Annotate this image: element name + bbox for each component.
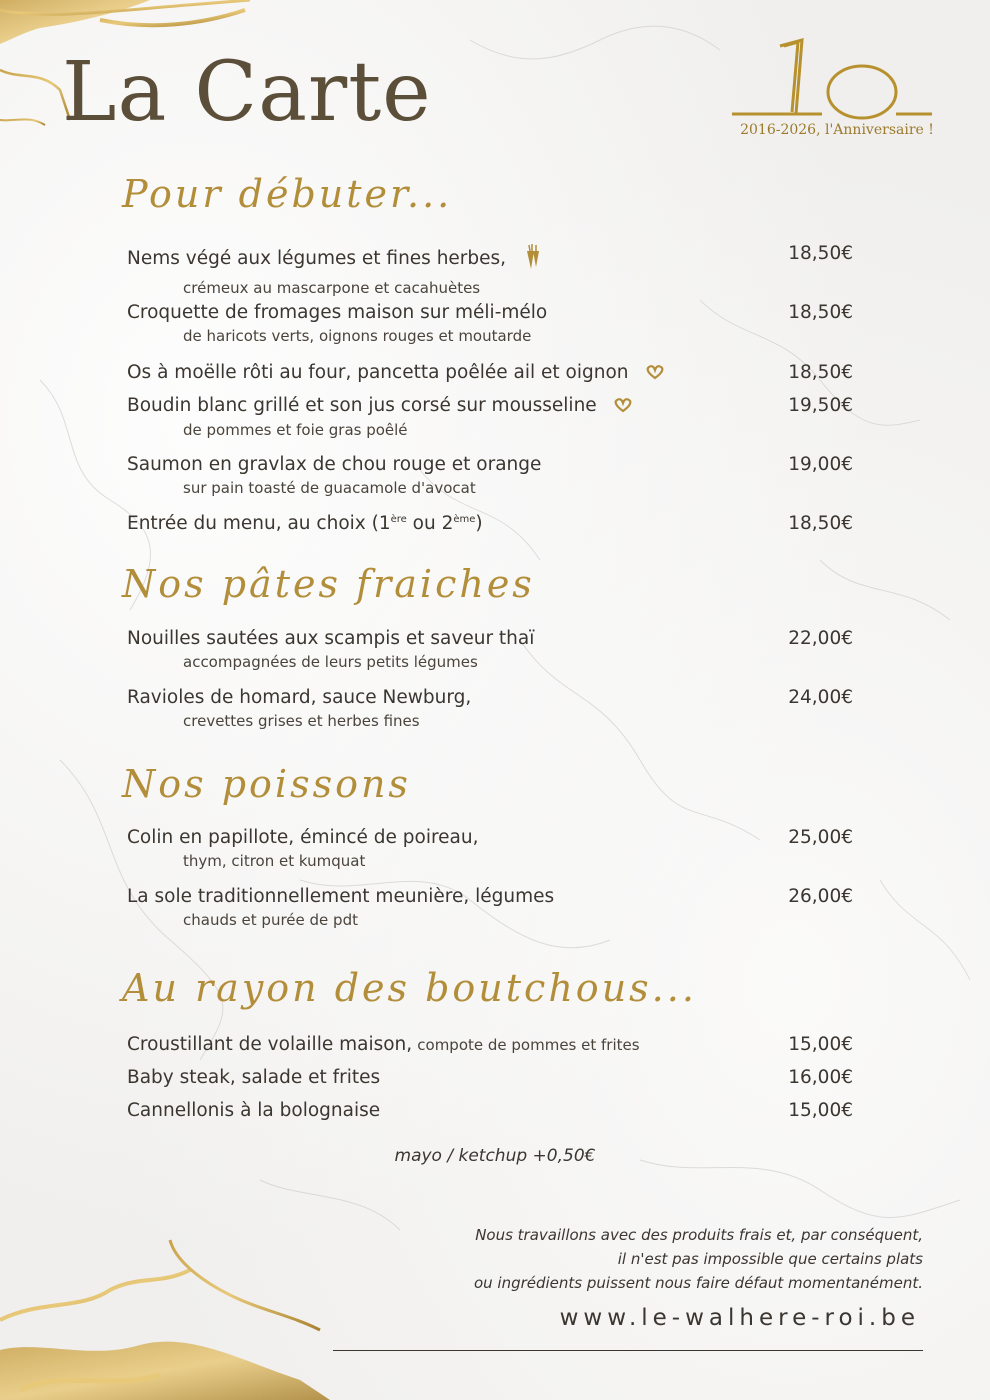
item-name: Croustillant de volaille maison, <box>127 1034 413 1055</box>
veggie-carrot-icon <box>521 243 543 275</box>
item-description: compote de pommes et frites <box>417 1036 640 1054</box>
item-description: crémeux au mascarpone et cacahuètes <box>183 279 481 297</box>
item-name: Croquette de fromages maison sur méli-mélo <box>127 302 548 323</box>
fresh-products-note <box>474 1223 923 1295</box>
menu-item <box>127 243 853 297</box>
note-line: il n'est pas impossible que certains plats <box>617 1250 923 1268</box>
item-description: accompagnées de leurs petits légumes <box>183 653 478 671</box>
page-title: La Carte <box>62 45 432 140</box>
item-name: Baby steak, salade et frites <box>127 1067 381 1088</box>
menu-item <box>127 827 853 870</box>
item-description: de pommes et foie gras poêlé <box>183 420 408 439</box>
section-title-kids: Au rayon des boutchous... <box>122 966 697 1010</box>
menu-item <box>127 1034 853 1055</box>
item-name: Cannellonis à la bolognaise <box>127 1100 381 1121</box>
item-price: 18,50€ <box>788 302 853 323</box>
menu-item <box>127 628 853 671</box>
menu-item <box>127 513 853 534</box>
website-link[interactable]: www.le-walhere-roi.be <box>559 1305 920 1331</box>
item-price: 18,50€ <box>788 243 853 264</box>
menu-item <box>127 302 853 345</box>
section-title-starters: Pour débuter... <box>122 172 453 216</box>
section-title-fish: Nos poissons <box>122 762 411 806</box>
anniversary-caption: 2016-2026, l'Anniversaire ! <box>740 122 934 138</box>
item-price: 26,00€ <box>788 886 853 907</box>
menu-item <box>127 454 853 497</box>
item-price: 19,50€ <box>788 395 853 416</box>
menu-item <box>127 395 853 439</box>
item-name: Nems végé aux légumes et fines herbes, <box>127 247 507 269</box>
item-price: 25,00€ <box>788 827 853 848</box>
heart-icon <box>612 397 634 417</box>
item-description: chauds et purée de pdt <box>183 911 358 929</box>
menu-item <box>127 1067 853 1088</box>
item-name: Colin en papillote, émincé de poireau, <box>127 827 479 848</box>
menu-item <box>127 1100 853 1121</box>
item-name: La sole traditionnellement meunière, légumes <box>127 886 555 907</box>
gold-marble-bottom-left <box>0 1240 330 1400</box>
item-name: Boudin blanc grillé et son jus corsé sur mousseline <box>127 395 597 416</box>
note-line: Nous travaillons avec des produits frais et, par conséquent, <box>475 1226 923 1244</box>
item-name: Saumon en gravlax de chou rouge et orange <box>127 454 542 475</box>
item-description: thym, citron et kumquat <box>183 852 366 870</box>
item-price: 18,50€ <box>788 513 853 534</box>
menu-item <box>127 362 853 384</box>
item-name: Nouilles sautées aux scampis et saveur thaï <box>127 628 535 649</box>
item-name: Entrée du menu, au choix (1ère ou 2ème) <box>127 513 483 534</box>
item-price: 15,00€ <box>788 1034 853 1055</box>
extras-note: mayo / ketchup +0,50€ <box>394 1146 596 1166</box>
item-description: crevettes grises et herbes fines <box>183 712 420 730</box>
heart-icon <box>644 364 666 384</box>
menu-item <box>127 886 853 929</box>
item-price: 24,00€ <box>788 687 853 708</box>
item-description: sur pain toasté de guacamole d'avocat <box>183 479 476 497</box>
item-price: 22,00€ <box>788 628 853 649</box>
item-price: 15,00€ <box>788 1100 853 1121</box>
item-name: Ravioles de homard, sauce Newburg, <box>127 687 472 708</box>
note-line: ou ingrédients puissent nous faire défaut momentanément. <box>473 1274 923 1292</box>
footer-divider <box>333 1350 923 1351</box>
item-price: 19,00€ <box>788 454 853 475</box>
item-price: 18,50€ <box>788 362 853 383</box>
item-description: de haricots verts, oignons rouges et moutarde <box>183 327 532 345</box>
section-title-pasta: Nos pâtes fraiches <box>122 562 535 606</box>
item-price: 16,00€ <box>788 1067 853 1088</box>
menu-item <box>127 687 853 730</box>
item-name: Os à moëlle rôti au four, pancetta poêlée ail et oignon <box>127 362 629 383</box>
